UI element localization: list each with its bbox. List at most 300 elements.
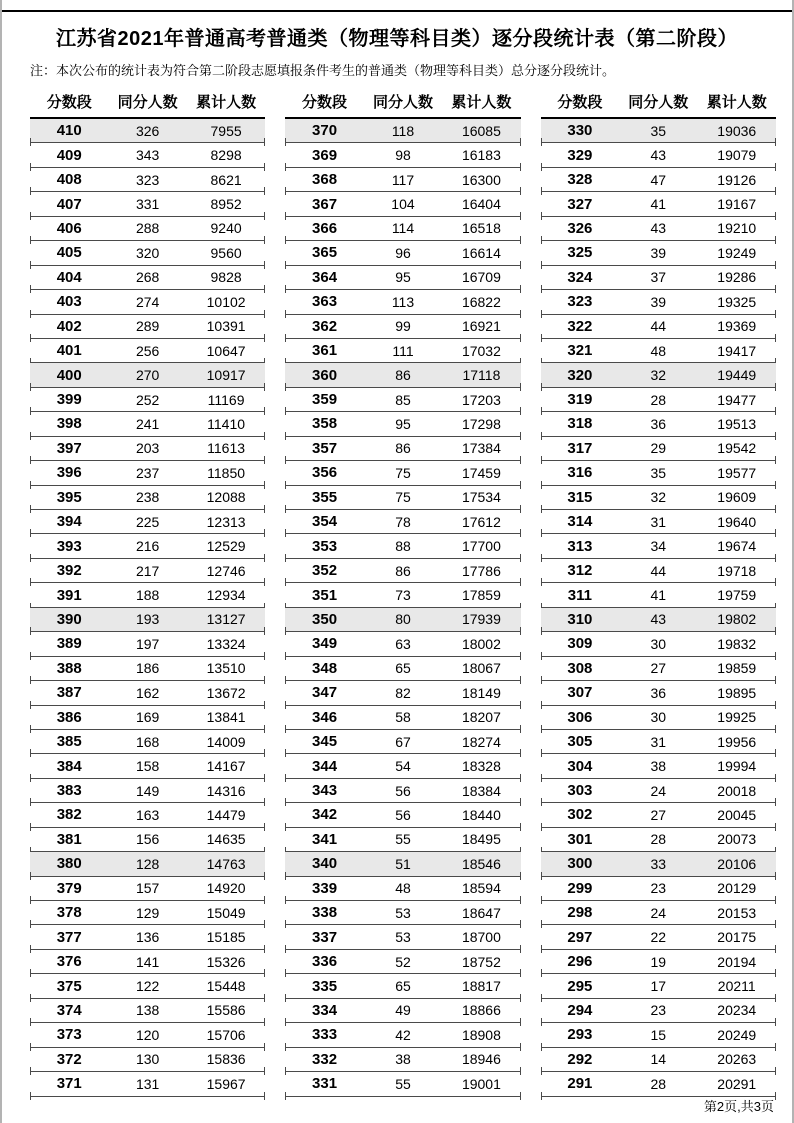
cumulative-cell: 10647: [206, 342, 246, 359]
score-cell: 405: [56, 244, 82, 262]
cumulative-cell: 14167: [206, 758, 246, 775]
table-row: [285, 583, 520, 607]
count-cell: 53: [395, 929, 411, 946]
count-cell: 43: [650, 147, 667, 164]
score-cell: 347: [312, 684, 338, 702]
score-cell: 307: [567, 684, 593, 702]
cumulative-cell: 18817: [461, 978, 501, 995]
table-header-row: [541, 91, 776, 119]
count-cell: 63: [395, 635, 411, 652]
cumulative-cell: 12746: [206, 562, 246, 579]
count-cell: 73: [395, 587, 411, 604]
count-cell: 163: [135, 806, 160, 823]
table-row: [541, 877, 776, 901]
cumulative-cell: 14920: [206, 880, 246, 897]
count-cell: 129: [135, 904, 160, 921]
count-cell: 256: [135, 342, 160, 359]
count-cell: 22: [650, 929, 667, 946]
count-cell: 39: [650, 293, 667, 310]
cumulative-cell: 17203: [461, 391, 501, 408]
count-cell: 86: [395, 367, 411, 384]
score-cell: 326: [567, 219, 593, 237]
score-cell: 333: [312, 1026, 338, 1044]
count-cell: 95: [395, 415, 411, 432]
table-row: [30, 925, 265, 949]
score-cell: 331: [312, 1075, 338, 1093]
count-cell: 270: [135, 367, 160, 384]
count-cell: 169: [135, 709, 160, 726]
count-cell: 32: [650, 489, 667, 506]
count-cell: 51: [395, 855, 411, 872]
count-cell: 323: [135, 171, 160, 188]
table-row: [541, 266, 776, 290]
count-cell: 54: [395, 758, 411, 775]
score-cell: 358: [312, 415, 338, 433]
count-cell: 41: [650, 587, 667, 604]
table-row: [285, 877, 520, 901]
count-cell: 86: [395, 562, 411, 579]
count-cell: 24: [650, 782, 667, 799]
cumulative-cell: 14009: [206, 733, 246, 750]
column-header-score: 分数段: [557, 94, 603, 111]
score-cell: 375: [56, 977, 82, 995]
count-cell: 131: [135, 1075, 160, 1092]
count-cell: 33: [650, 855, 667, 872]
score-cell: 379: [56, 879, 82, 897]
cumulative-cell: 16709: [461, 269, 501, 286]
count-cell: 162: [135, 684, 160, 701]
count-cell: 67: [395, 733, 411, 750]
table-row: [30, 1023, 265, 1047]
cumulative-cell: 17459: [461, 464, 501, 481]
cumulative-cell: 19167: [717, 196, 757, 213]
table-row: [30, 510, 265, 534]
count-cell: 157: [135, 880, 160, 897]
table-row: [541, 950, 776, 974]
score-table-3: [541, 91, 776, 1097]
count-cell: 130: [135, 1051, 160, 1068]
table-row: [285, 1048, 520, 1072]
count-cell: 111: [392, 342, 414, 359]
table-row: [285, 779, 520, 803]
cumulative-cell: 18908: [461, 1026, 501, 1043]
cumulative-cell: 19369: [717, 318, 757, 335]
table-row: [285, 1023, 520, 1047]
count-cell: 326: [135, 122, 160, 139]
count-cell: 52: [395, 953, 411, 970]
score-cell: 310: [567, 610, 593, 628]
table-row: [285, 192, 520, 216]
cumulative-cell: 17859: [461, 587, 501, 604]
count-cell: 99: [395, 318, 411, 335]
count-cell: 120: [135, 1026, 160, 1043]
cumulative-cell: 20153: [717, 904, 757, 921]
table-row: [30, 657, 265, 681]
count-cell: 237: [135, 464, 160, 481]
score-cell: 402: [56, 317, 82, 335]
table-row: [30, 266, 265, 290]
score-cell: 295: [567, 977, 593, 995]
cumulative-cell: 10917: [206, 367, 246, 384]
cumulative-cell: 13127: [206, 611, 246, 628]
table-row: [541, 706, 776, 730]
cumulative-cell: 17786: [461, 562, 501, 579]
cumulative-cell: 11169: [207, 391, 245, 408]
count-cell: 30: [650, 635, 667, 652]
table-row: [30, 1072, 265, 1096]
column-header-count: 同分人数: [628, 94, 689, 111]
cumulative-cell: 19802: [717, 611, 757, 628]
cumulative-cell: 7955: [210, 122, 242, 139]
count-cell: 48: [395, 880, 411, 897]
table-row: [30, 877, 265, 901]
table-row: [541, 388, 776, 412]
cumulative-cell: 17032: [461, 342, 501, 359]
column-header-count: 同分人数: [117, 94, 178, 111]
count-cell: 85: [395, 391, 411, 408]
score-cell: 329: [567, 146, 593, 164]
cumulative-cell: 19994: [717, 758, 757, 775]
count-cell: 95: [395, 269, 411, 286]
cumulative-cell: 12088: [206, 489, 246, 506]
count-cell: 38: [650, 758, 667, 775]
count-cell: 35: [650, 464, 667, 481]
cumulative-cell: 14316: [206, 782, 246, 799]
score-cell: 304: [567, 757, 593, 775]
score-cell: 301: [567, 830, 593, 848]
cumulative-cell: 12529: [206, 538, 246, 555]
cumulative-cell: 19609: [717, 489, 757, 506]
table-row: [285, 363, 520, 387]
score-cell: 390: [56, 610, 82, 628]
count-cell: 34: [650, 538, 667, 555]
cumulative-cell: 15326: [206, 953, 246, 970]
score-cell: 408: [56, 171, 82, 189]
cumulative-cell: 16921: [461, 318, 501, 335]
table-row: [285, 950, 520, 974]
count-cell: 75: [395, 464, 411, 481]
table-row: [30, 143, 265, 167]
cumulative-cell: 19079: [717, 147, 757, 164]
table-row: [285, 143, 520, 167]
cumulative-cell: 18546: [461, 855, 501, 872]
table-row: [30, 461, 265, 485]
score-cell: 363: [312, 293, 338, 311]
table-body-3: [541, 119, 776, 1097]
table-row: [285, 461, 520, 485]
count-cell: 55: [395, 831, 411, 848]
count-cell: 30: [650, 709, 667, 726]
score-cell: 403: [56, 293, 82, 311]
cumulative-cell: 19210: [717, 220, 757, 237]
table-row: [541, 339, 776, 363]
score-cell: 382: [56, 806, 82, 824]
count-cell: 23: [650, 880, 667, 897]
count-cell: 117: [391, 171, 415, 188]
count-cell: 343: [135, 147, 160, 164]
score-cell: 399: [56, 391, 82, 409]
score-cell: 300: [567, 855, 593, 873]
table-body-1: [30, 119, 265, 1097]
cumulative-cell: 16404: [461, 196, 501, 213]
count-cell: 98: [395, 147, 411, 164]
score-cell: 401: [56, 342, 82, 360]
cumulative-cell: 19895: [717, 684, 757, 701]
cumulative-cell: 19718: [717, 562, 757, 579]
table-row: [285, 315, 520, 339]
table-row: [541, 681, 776, 705]
column-header-cumulative: 累计人数: [451, 94, 512, 111]
count-cell: 43: [650, 611, 667, 628]
cumulative-cell: 17384: [461, 440, 501, 457]
cumulative-cell: 13841: [206, 709, 246, 726]
score-cell: 308: [567, 659, 593, 677]
count-cell: 113: [391, 293, 415, 310]
cumulative-cell: 19859: [717, 660, 757, 677]
table-row: [541, 754, 776, 778]
table-row: [541, 852, 776, 876]
table-row: [285, 559, 520, 583]
cumulative-cell: 20291: [717, 1075, 757, 1092]
score-cell: 376: [56, 953, 82, 971]
table-body-2: [285, 119, 520, 1097]
table-row: [285, 412, 520, 436]
score-cell: 302: [567, 806, 593, 824]
score-cell: 309: [567, 635, 593, 653]
count-cell: 320: [135, 244, 160, 261]
cumulative-cell: 12934: [206, 587, 246, 604]
cumulative-cell: 19513: [717, 415, 757, 432]
table-row: [541, 608, 776, 632]
table-row: [541, 534, 776, 558]
table-row: [285, 119, 520, 143]
cumulative-cell: 19249: [717, 244, 757, 261]
score-cell: 292: [567, 1050, 593, 1068]
score-cell: 396: [56, 464, 82, 482]
score-cell: 374: [56, 1001, 82, 1019]
table-row: [30, 779, 265, 803]
score-cell: 389: [56, 635, 82, 653]
table-row: [541, 192, 776, 216]
count-cell: 58: [395, 709, 411, 726]
table-row: [285, 632, 520, 656]
cumulative-cell: 19577: [717, 464, 757, 481]
score-cell: 351: [312, 586, 338, 604]
table-row: [541, 583, 776, 607]
score-cell: 296: [567, 953, 593, 971]
count-cell: 36: [650, 415, 667, 432]
cumulative-cell: 8298: [210, 147, 242, 164]
score-cell: 386: [56, 708, 82, 726]
score-cell: 398: [56, 415, 82, 433]
count-cell: 122: [135, 978, 160, 995]
column-header-cumulative: 累计人数: [196, 94, 257, 111]
cumulative-cell: 19832: [717, 635, 757, 652]
table-row: [30, 754, 265, 778]
score-cell: 330: [567, 122, 593, 140]
score-cell: 353: [312, 537, 338, 555]
count-cell: 28: [650, 831, 667, 848]
table-row: [541, 657, 776, 681]
cumulative-cell: 16614: [461, 244, 501, 261]
table-row: [285, 388, 520, 412]
table-row: [541, 779, 776, 803]
count-cell: 217: [135, 562, 160, 579]
score-cell: 343: [312, 782, 338, 800]
table-row: [30, 730, 265, 754]
cumulative-cell: 12313: [206, 513, 246, 530]
score-cell: 348: [312, 659, 338, 677]
count-cell: 96: [395, 244, 411, 261]
score-cell: 305: [567, 733, 593, 751]
score-cell: 332: [312, 1050, 338, 1068]
score-table-1: [30, 91, 265, 1097]
score-cell: 365: [312, 244, 338, 262]
count-cell: 136: [135, 929, 160, 946]
cumulative-cell: 18752: [461, 953, 501, 970]
table-row: [541, 925, 776, 949]
score-cell: 387: [56, 684, 82, 702]
cumulative-cell: 16518: [461, 220, 501, 237]
count-cell: 331: [135, 196, 160, 213]
score-cell: 391: [56, 586, 82, 604]
score-cell: 322: [567, 317, 593, 335]
count-cell: 43: [650, 220, 667, 237]
score-cell: 294: [567, 1001, 593, 1019]
cumulative-cell: 20175: [717, 929, 757, 946]
cumulative-cell: 10102: [206, 293, 246, 310]
score-cell: 368: [312, 171, 338, 189]
cumulative-cell: 16183: [461, 147, 501, 164]
table-row: [30, 583, 265, 607]
cumulative-cell: 18700: [461, 929, 501, 946]
score-cell: 409: [56, 146, 82, 164]
table-row: [285, 608, 520, 632]
cumulative-cell: 18149: [461, 684, 501, 701]
cumulative-cell: 17534: [461, 489, 501, 506]
score-cell: 360: [312, 366, 338, 384]
cumulative-cell: 18328: [461, 758, 501, 775]
cumulative-cell: 19325: [717, 293, 757, 310]
table-row: [30, 999, 265, 1023]
table-row: [285, 486, 520, 510]
table-row: [285, 510, 520, 534]
column-header-cumulative: 累计人数: [706, 94, 767, 111]
cumulative-cell: 18647: [461, 904, 501, 921]
table-row: [541, 559, 776, 583]
score-cell: 352: [312, 562, 338, 580]
count-cell: 28: [650, 391, 667, 408]
count-cell: 31: [650, 513, 667, 530]
table-row: [541, 803, 776, 827]
table-row: [541, 412, 776, 436]
score-cell: 407: [56, 195, 82, 213]
table-row: [285, 828, 520, 852]
score-cell: 378: [56, 904, 82, 922]
table-row: [30, 950, 265, 974]
count-cell: 38: [395, 1051, 411, 1068]
count-cell: 15: [650, 1026, 667, 1043]
count-cell: 238: [135, 489, 160, 506]
count-cell: 168: [135, 733, 160, 750]
table-row: [541, 730, 776, 754]
table-row: [30, 388, 265, 412]
table-row: [30, 192, 265, 216]
table-row: [541, 437, 776, 461]
count-cell: 197: [135, 635, 160, 652]
count-cell: 128: [135, 855, 160, 872]
score-cell: 383: [56, 782, 82, 800]
count-cell: 241: [135, 415, 160, 432]
table-row: [541, 241, 776, 265]
count-cell: 193: [135, 611, 160, 628]
cumulative-cell: 11613: [207, 440, 246, 457]
count-cell: 118: [391, 122, 415, 139]
table-row: [541, 486, 776, 510]
table-row: [285, 241, 520, 265]
tables-container: [2, 79, 792, 1097]
cumulative-cell: 20073: [717, 831, 757, 848]
score-cell: 400: [56, 366, 82, 384]
cumulative-cell: 20045: [717, 806, 757, 823]
score-cell: 293: [567, 1026, 593, 1044]
cumulative-cell: 19036: [717, 122, 757, 139]
score-cell: 291: [567, 1075, 593, 1093]
count-cell: 78: [395, 513, 411, 530]
table-row: [541, 901, 776, 925]
table-row: [285, 339, 520, 363]
score-cell: 334: [312, 1001, 338, 1019]
score-cell: 299: [567, 879, 593, 897]
cumulative-cell: 9828: [210, 269, 242, 286]
score-cell: 323: [567, 293, 593, 311]
table-row: [30, 412, 265, 436]
score-cell: 357: [312, 439, 338, 457]
count-cell: 17: [650, 978, 667, 995]
count-cell: 31: [650, 733, 667, 750]
score-cell: 298: [567, 904, 593, 922]
score-cell: 341: [312, 830, 338, 848]
cumulative-cell: 18946: [461, 1051, 501, 1068]
count-cell: 268: [135, 269, 160, 286]
table-row: [541, 461, 776, 485]
score-cell: 320: [567, 366, 593, 384]
cumulative-cell: 18002: [461, 635, 501, 652]
count-cell: 252: [135, 391, 160, 408]
score-cell: 346: [312, 708, 338, 726]
score-cell: 377: [56, 928, 82, 946]
cumulative-cell: 14635: [206, 831, 246, 848]
score-cell: 371: [56, 1075, 82, 1093]
cumulative-cell: 20234: [717, 1002, 757, 1019]
table-row: [285, 925, 520, 949]
page-title: 江苏省2021年普通高考普通类（物理等科目类）逐分段统计表（第二阶段）: [56, 28, 738, 50]
score-cell: 311: [567, 586, 592, 604]
table-row: [285, 901, 520, 925]
count-cell: 288: [135, 220, 160, 237]
table-row: [541, 632, 776, 656]
cumulative-cell: 15967: [206, 1075, 246, 1092]
score-cell: 312: [567, 562, 593, 580]
score-cell: 340: [312, 855, 338, 873]
table-row: [30, 706, 265, 730]
score-cell: 366: [312, 219, 338, 237]
count-cell: 88: [395, 538, 411, 555]
score-cell: 395: [56, 488, 82, 506]
note-text: 注：本次公布的统计表为符合第二阶段志愿填报条件考生的普通类（物理等科目类）总分逐分段统计。: [30, 63, 616, 78]
count-cell: 23: [650, 1002, 667, 1019]
score-cell: 410: [56, 122, 82, 140]
